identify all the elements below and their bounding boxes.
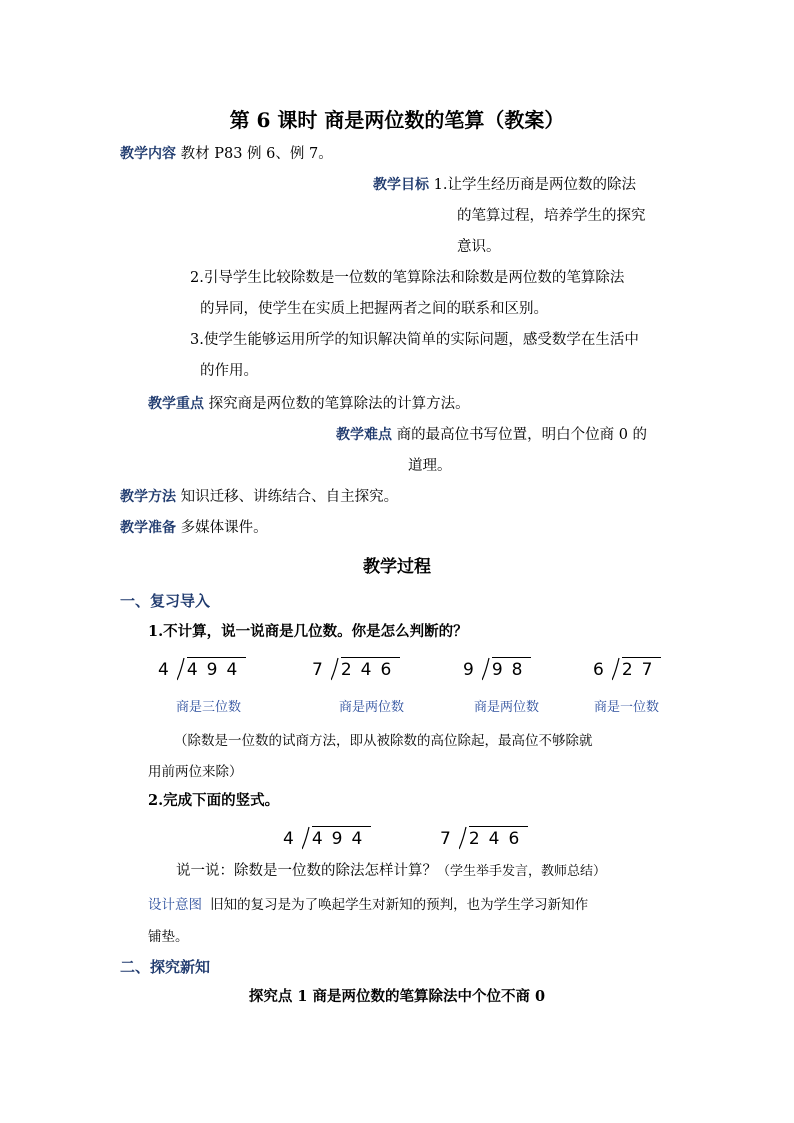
method-row: [120, 487, 398, 507]
division-246-by-7: [312, 657, 400, 681]
process-title: 教学过程: [363, 557, 431, 577]
division2-494-by-4: [283, 826, 371, 850]
section2-heading: 二、探究新知: [120, 958, 211, 976]
difficulty-row: [336, 425, 647, 445]
question-1: 1.不计算，说一说商是几位数。你是怎么判断的？: [148, 623, 468, 640]
dividend: 246: [341, 657, 400, 681]
content-label: 教学内容: [120, 146, 176, 162]
division-bracket: [612, 657, 620, 681]
objective-2-line1: 2.引导学生比较除数是一位数的笔算除法和除数是两位数的笔算除法: [190, 270, 625, 286]
say-note: （学生举手发言，教师总结）: [437, 864, 607, 879]
division-bracket: [331, 657, 339, 681]
say-main: 说一说：除数是一位数的除法怎样计算？: [176, 863, 437, 879]
division-98-by-9: [463, 657, 531, 681]
say-row: [176, 861, 606, 882]
content-text: 教材 P83 例 6、例 7。: [180, 146, 333, 162]
division-494-by-4: [158, 657, 246, 681]
preparation-row: [120, 518, 268, 538]
division-bracket: [482, 657, 490, 681]
design-label: 设计意图: [148, 897, 202, 913]
objectives-label: 教学目标: [373, 177, 429, 193]
divisor: 9: [463, 660, 476, 680]
divisor: 6: [593, 660, 606, 680]
key-point-row: [148, 394, 470, 414]
divisor: 7: [312, 660, 325, 680]
divisor: 7: [440, 829, 453, 849]
question-2: 2.完成下面的竖式。: [148, 792, 280, 809]
division-note-1: 商是三位数: [176, 700, 242, 715]
dividend: 246: [469, 826, 528, 850]
section1-heading: 一、复习导入: [120, 592, 211, 610]
objective-3-line2: 的作用。: [200, 363, 258, 379]
objective-1-line3: 意识。: [457, 239, 501, 255]
division-bracket: [177, 657, 185, 681]
division-bracket: [302, 826, 310, 850]
dividend: 494: [312, 826, 371, 850]
design-row: [148, 893, 588, 913]
explain-line2: 用前两位来除）: [148, 764, 243, 780]
division-bracket: [459, 826, 467, 850]
key-point-text: 探究商是两位数的笔算除法的计算方法。: [208, 396, 470, 412]
difficulty-line1: 商的最高位书写位置，明白个位商 0 的: [396, 427, 648, 443]
explore-point-1: 探究点 1 商是两位数的笔算除法中个位不商 0: [248, 988, 546, 1005]
key-point-label: 教学重点: [148, 396, 204, 412]
objectives-row: [373, 175, 636, 195]
difficulty-label: 教学难点: [336, 427, 392, 443]
method-text: 知识迁移、讲练结合、自主探究。: [180, 489, 399, 505]
dividend: 98: [492, 657, 532, 681]
method-label: 教学方法: [120, 489, 176, 505]
dividend: 494: [187, 657, 246, 681]
objective-3-line1: 3.使学生能够运用所学的知识解决简单的实际问题，感受数学在生活中: [190, 332, 639, 348]
division-27-by-6: [593, 657, 661, 681]
difficulty-line2: 道理。: [408, 458, 452, 474]
preparation-text: 多媒体课件。: [180, 520, 268, 536]
page-title: 第 6 课时 商是两位数的笔算（教案）: [229, 108, 565, 132]
explain-line1: （除数是一位数的试商方法，即从被除数的高位除起，最高位不够除就: [174, 733, 593, 749]
preparation-label: 教学准备: [120, 520, 176, 536]
content-row: [120, 144, 333, 164]
division-note-2: 商是两位数: [339, 700, 405, 715]
design-line1: 旧知的复习是为了唤起学生对新知的预判，也为学生学习新知作: [210, 897, 589, 913]
divisor: 4: [283, 829, 296, 849]
division-note-3: 商是两位数: [474, 700, 540, 715]
objective-1-line1: 1.让学生经历商是两位数的除法: [433, 177, 636, 193]
design-line2: 铺垫。: [148, 929, 189, 945]
division2-246-by-7: [440, 826, 528, 850]
dividend: 27: [622, 657, 662, 681]
objective-1-line2: 的笔算过程，培养学生的探究: [457, 208, 646, 224]
division-note-4: 商是一位数: [594, 700, 660, 715]
objective-2-line2: 的异同，使学生在实质上把握两者之间的联系和区别。: [200, 301, 548, 317]
divisor: 4: [158, 660, 171, 680]
